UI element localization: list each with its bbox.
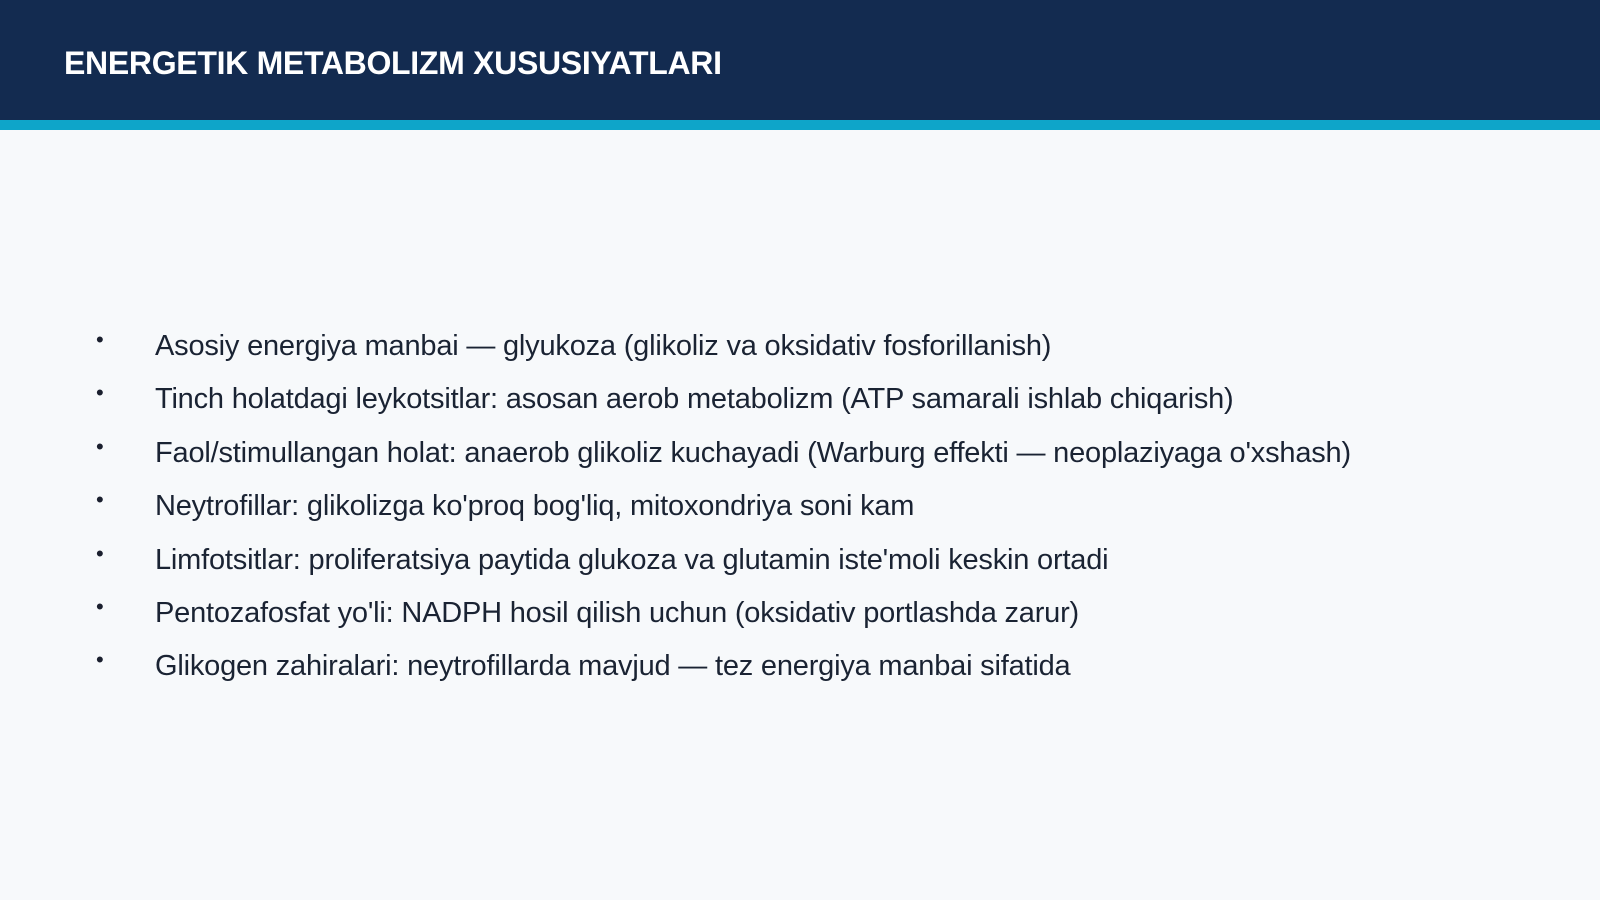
bullet-icon: • [96,433,104,459]
bullet-icon: • [96,540,104,566]
bullet-list [96,328,1351,702]
bullet-text: Neytrofillar: glikolizga ko'proq bog'liq, mitoxondriya soni kam [155,490,915,523]
bullet-text: Limfotsitlar: proliferatsiya paytida glukoza va glutamin iste'moli keskin ortadi [155,543,1109,576]
bullet-text: Asosiy energiya manbai — glyukoza (glikoliz va oksidativ fosforillanish) [155,330,1052,362]
bullet-item [96,648,1351,701]
bullet-item [96,328,1351,381]
bullet-text: Faol/stimullangan holat: anaerob glikoliz kuchayadi (Warburg effekti — neoplaziyaga o'xshash) [155,436,1351,469]
bullet-text: Tinch holatdagi leykotsitlar: asosan aerob metabolizm (ATP samarali ishlab chiqarish) [155,383,1234,416]
slide-title: ENERGETIK METABOLIZM XUSUSIYATLARI [64,45,722,81]
bullet-item [96,435,1351,488]
bullet-text: Glikogen zahiralari: neytrofillarda mavjud — tez energiya manbai sifatida [155,650,1071,683]
bullet-item [96,488,1351,541]
bullet-item [96,542,1351,595]
bullet-icon: • [96,487,104,513]
bullet-icon: • [96,380,104,406]
bullet-item [96,381,1351,434]
bullet-item [96,595,1351,648]
accent-bar [0,120,1600,130]
bullet-icon: • [96,647,104,673]
bullet-text: Pentozafosfat yo'li: NADPH hosil qilish uchun (oksidativ portlashda zarur) [155,596,1080,629]
bullet-icon: • [96,327,104,352]
bullet-icon: • [96,593,104,619]
slide-header [0,0,1600,120]
